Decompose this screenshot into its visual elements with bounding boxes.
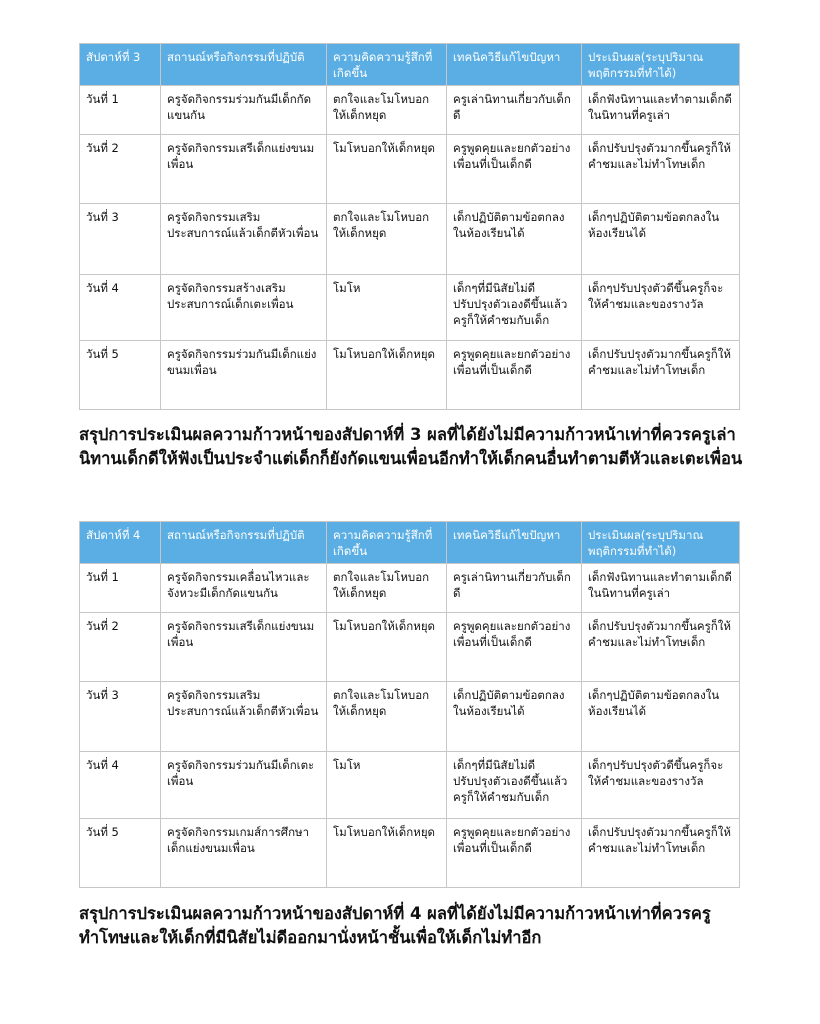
feeling-cell: โมโหบอกให้เด็กหยุด [327,341,447,410]
day-cell: วันที่ 5 [80,341,161,410]
evaluation-cell: เด็กปรับปรุงตัวมากขึ้นครูก็ให้คำชมและไม่ทำโทษเด็ก [582,135,740,204]
table-row [80,682,740,752]
evaluation-cell: เด็กๆปรับปรุงตัวดีขึ้นครูก็จะให้คำชมและของรางวัล [582,275,740,341]
evaluation-cell: เด็กฟังนิทานและทำตามเด็กดีในนิทานที่ครูเล่า [582,86,740,135]
table-row [80,86,740,135]
activity-cell: ครูจัดกิจกรรมร่วมกันมีเด็กกัดแขนกัน [161,86,327,135]
technique-cell: ครูพูดคุยและยกตัวอย่างเพื่อนที่เป็นเด็กดี [447,819,582,888]
week-3-summary: สรุปการประเมินผลความก้าวหน้าของสัปดาห์ที่ 3 ผลที่ได้ยังไม่มีความก้าวหน้าเท่าที่ควรครูเล่านิทานเด็กดีให้ฟังเป็นประจำแต่เด็กก็ยังกัดแขนเพื่อนอีกทำให้เด็กคนอื่นทำตามตีหัวและเตะเพื่อน [79,425,743,468]
header-activity: สถานณ์หรือกิจกรรมที่ปฏิบัติ [161,44,327,86]
header-feeling: ความคิดความรู้สึกที่เกิดขึ้น [327,44,447,86]
evaluation-cell: เด็กฟังนิทานและทำตามเด็กดีในนิทานที่ครูเล่า [582,564,740,613]
table-row [80,341,740,410]
activity-cell: ครูจัดกิจกรรมเสริมประสบการณ์แล้วเด็กตีหัวเพื่อน [161,682,327,752]
day-cell: วันที่ 4 [80,275,161,341]
table-row [80,819,740,888]
table-header-row [80,44,740,86]
header-week: สัปดาห์ที่ 3 [80,44,161,86]
day-cell: วันที่ 1 [80,86,161,135]
technique-cell: ครูเล่านิทานเกี่ยวกับเด็กดี [447,86,582,135]
week-3-table [79,43,740,410]
header-activity: สถานณ์หรือกิจกรรมที่ปฏิบัติ [161,522,327,564]
feeling-cell: ตกใจและโมโหบอกให้เด็กหยุด [327,204,447,275]
technique-cell: เด็กๆที่มีนิสัยไม่ดีปรับปรุงตัวเองดีขึ้นแล้วครูก็ให้คำชมกับเด็ก [447,275,582,341]
evaluation-cell: เด็กๆปฏิบัติตามข้อตกลงในห้องเรียนได้ [582,204,740,275]
feeling-cell: โมโหบอกให้เด็กหยุด [327,819,447,888]
day-cell: วันที่ 4 [80,752,161,819]
activity-cell: ครูจัดกิจกรรมเกมส์การศึกษาเด็กแย่งขนมเพื่อน [161,819,327,888]
activity-cell: ครูจัดกิจกรรมสร้างเสริมประสบการณ์เด็กเตะเพื่อน [161,275,327,341]
header-week: สัปดาห์ที่ 4 [80,522,161,564]
feeling-cell: โมโห [327,275,447,341]
feeling-cell: โมโหบอกให้เด็กหยุด [327,135,447,204]
evaluation-cell: เด็กปรับปรุงตัวมากขึ้นครูก็ให้คำชมและไม่ทำโทษเด็ก [582,819,740,888]
day-cell: วันที่ 5 [80,819,161,888]
activity-cell: ครูจัดกิจกรรมร่วมกันมีเด็กเตะเพื่อน [161,752,327,819]
table-row [80,204,740,275]
technique-cell: ครูพูดคุยและยกตัวอย่างเพื่อนที่เป็นเด็กดี [447,341,582,410]
day-cell: วันที่ 3 [80,682,161,752]
week-4-summary: สรุปการประเมินผลความก้าวหน้าของสัปดาห์ที่ 4 ผลที่ได้ยังไม่มีความก้าวหน้าเท่าที่ควรครูทำโทษและให้เด็กที่มีนิสัยไม่ดีออกมานั่งหน้าชั้นเพื่อให้เด็กไม่ทำอีก [79,904,711,947]
table-row [80,275,740,341]
technique-cell: เด็กปฏิบัติตามข้อตกลงในห้องเรียนได้ [447,204,582,275]
technique-cell: ครูพูดคุยและยกตัวอย่างเพื่อนที่เป็นเด็กดี [447,135,582,204]
feeling-cell: โมโห [327,752,447,819]
evaluation-cell: เด็กปรับปรุงตัวมากขึ้นครูก็ให้คำชมและไม่ทำโทษเด็ก [582,613,740,682]
technique-cell: ครูเล่านิทานเกี่ยวกับเด็กดี [447,564,582,613]
activity-cell: ครูจัดกิจกรรมเคลื่อนไหวและจังหวะมีเด็กกัดแขนกัน [161,564,327,613]
table-row [80,135,740,204]
day-cell: วันที่ 2 [80,613,161,682]
feeling-cell: โมโหบอกให้เด็กหยุด [327,613,447,682]
table-row [80,564,740,613]
day-cell: วันที่ 3 [80,204,161,275]
table-header-row [80,522,740,564]
technique-cell: เด็กๆที่มีนิสัยไม่ดีปรับปรุงตัวเองดีขึ้นแล้วครูก็ให้คำชมกับเด็ก [447,752,582,819]
evaluation-cell: เด็กๆปฏิบัติตามข้อตกลงในห้องเรียนได้ [582,682,740,752]
technique-cell: ครูพูดคุยและยกตัวอย่างเพื่อนที่เป็นเด็กดี [447,613,582,682]
header-technique: เทคนิควิธีแก้ไขปัญหา [447,44,582,86]
header-feeling: ความคิดความรู้สึกที่เกิดขึ้น [327,522,447,564]
header-evaluation: ประเมินผล(ระบุปริมาณพฤติกรรมที่ทำได้) [582,522,740,564]
table-row [80,613,740,682]
header-evaluation: ประเมินผล(ระบุปริมาณพฤติกรรมที่ทำได้) [582,44,740,86]
week-4-table [79,521,740,888]
activity-cell: ครูจัดกิจกรรมร่วมกันมีเด็กแย่งขนมเพื่อน [161,341,327,410]
activity-cell: ครูจัดกิจกรรมเสริมประสบการณ์แล้วเด็กตีหัวเพื่อน [161,204,327,275]
technique-cell: เด็กปฏิบัติตามข้อตกลงในห้องเรียนได้ [447,682,582,752]
table-row [80,752,740,819]
header-technique: เทคนิควิธีแก้ไขปัญหา [447,522,582,564]
day-cell: วันที่ 2 [80,135,161,204]
feeling-cell: ตกใจและโมโหบอกให้เด็กหยุด [327,86,447,135]
activity-cell: ครูจัดกิจกรรมเสรีเด็กแย่งขนมเพื่อน [161,135,327,204]
evaluation-cell: เด็กๆปรับปรุงตัวดีขึ้นครูก็จะให้คำชมและของรางวัล [582,752,740,819]
feeling-cell: ตกใจและโมโหบอกให้เด็กหยุด [327,682,447,752]
evaluation-cell: เด็กปรับปรุงตัวมากขึ้นครูก็ให้คำชมและไม่ทำโทษเด็ก [582,341,740,410]
day-cell: วันที่ 1 [80,564,161,613]
feeling-cell: ตกใจและโมโหบอกให้เด็กหยุด [327,564,447,613]
activity-cell: ครูจัดกิจกรรมเสรีเด็กแย่งขนมเพื่อน [161,613,327,682]
